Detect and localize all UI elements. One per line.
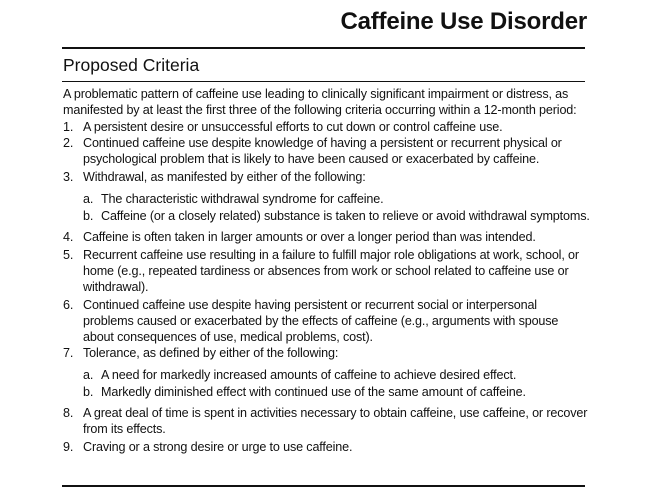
criterion-number: 9. (63, 440, 74, 454)
criterion-2 (63, 135, 590, 167)
criterion-1 (63, 119, 590, 135)
criterion-7-sublist (83, 367, 590, 400)
sub-criterion-letter: b. (83, 385, 94, 399)
page-title: Caffeine Use Disorder (340, 8, 587, 35)
criterion-number: 4. (63, 230, 74, 244)
criterion-3 (63, 169, 590, 224)
sub-criterion-text: The characteristic withdrawal syndrome for caffeine. (101, 192, 384, 206)
criterion-text: Caffeine is often taken in larger amounts or over a longer period than was intended. (83, 230, 536, 244)
criterion-number: 8. (63, 406, 74, 420)
criterion-7b (83, 384, 590, 400)
criterion-number: 2. (63, 136, 74, 150)
criterion-number: 1. (63, 120, 74, 134)
sub-criterion-text: Markedly diminished effect with continued use of the same amount of caffeine. (101, 385, 526, 399)
top-divider (62, 47, 585, 49)
criterion-text: A persistent desire or unsuccessful efforts to cut down or control caffeine use. (83, 120, 503, 134)
sub-criterion-text: A need for markedly increased amounts of caffeine to achieve desired effect. (101, 368, 517, 382)
criterion-number: 5. (63, 248, 74, 262)
criterion-5 (63, 247, 590, 295)
section-title: Proposed Criteria (63, 55, 200, 75)
sub-criterion-letter: a. (83, 368, 94, 382)
section-divider (62, 81, 585, 82)
criterion-text: Withdrawal, as manifested by either of the following: (83, 170, 366, 184)
criterion-7 (63, 345, 590, 400)
criterion-text: Recurrent caffeine use resulting in a failure to fulfill major role obligations at work, school, or home (e.g., repeated tardiness or absences from work or school related to caffeine use or withdrawal). (83, 248, 579, 294)
criterion-3-sublist (83, 191, 590, 224)
criteria-body (63, 86, 590, 455)
criterion-number: 7. (63, 346, 74, 360)
criterion-number: 3. (63, 170, 74, 184)
criterion-3a (83, 191, 590, 207)
criterion-4 (63, 229, 590, 245)
criteria-list (63, 119, 590, 455)
criterion-text: Continued caffeine use despite having persistent or recurrent social or interpersonal problems caused or exacerbated by the effects of caffeine (e.g., arguments with spouse about consequences of use, medical problems, cost). (83, 298, 559, 344)
sub-criterion-letter: b. (83, 209, 94, 223)
sub-criterion-letter: a. (83, 192, 94, 206)
criterion-number: 6. (63, 298, 74, 312)
criterion-6 (63, 297, 590, 345)
criterion-text: Tolerance, as defined by either of the following: (83, 346, 339, 360)
bottom-divider (62, 485, 585, 487)
criterion-3b (83, 208, 590, 224)
criterion-text: A great deal of time is spent in activities necessary to obtain caffeine, use caffeine, or recover from its effects. (83, 406, 588, 436)
criterion-8 (63, 405, 590, 437)
criterion-7a (83, 367, 590, 383)
criterion-9 (63, 439, 590, 455)
criterion-text: Continued caffeine use despite knowledge of having a persistent or recurrent physical or psychological problem that is likely to have been caused or exacerbated by caffeine. (83, 136, 562, 166)
criterion-text: Craving or a strong desire or urge to use caffeine. (83, 440, 353, 454)
intro-paragraph: A problematic pattern of caffeine use leading to clinically significant impairment or distress, as manifested by at least the first three of the following criteria occurring within a 12-month period: (63, 87, 577, 117)
sub-criterion-text: Caffeine (or a closely related) substance is taken to relieve or avoid withdrawal symptoms. (101, 209, 590, 223)
